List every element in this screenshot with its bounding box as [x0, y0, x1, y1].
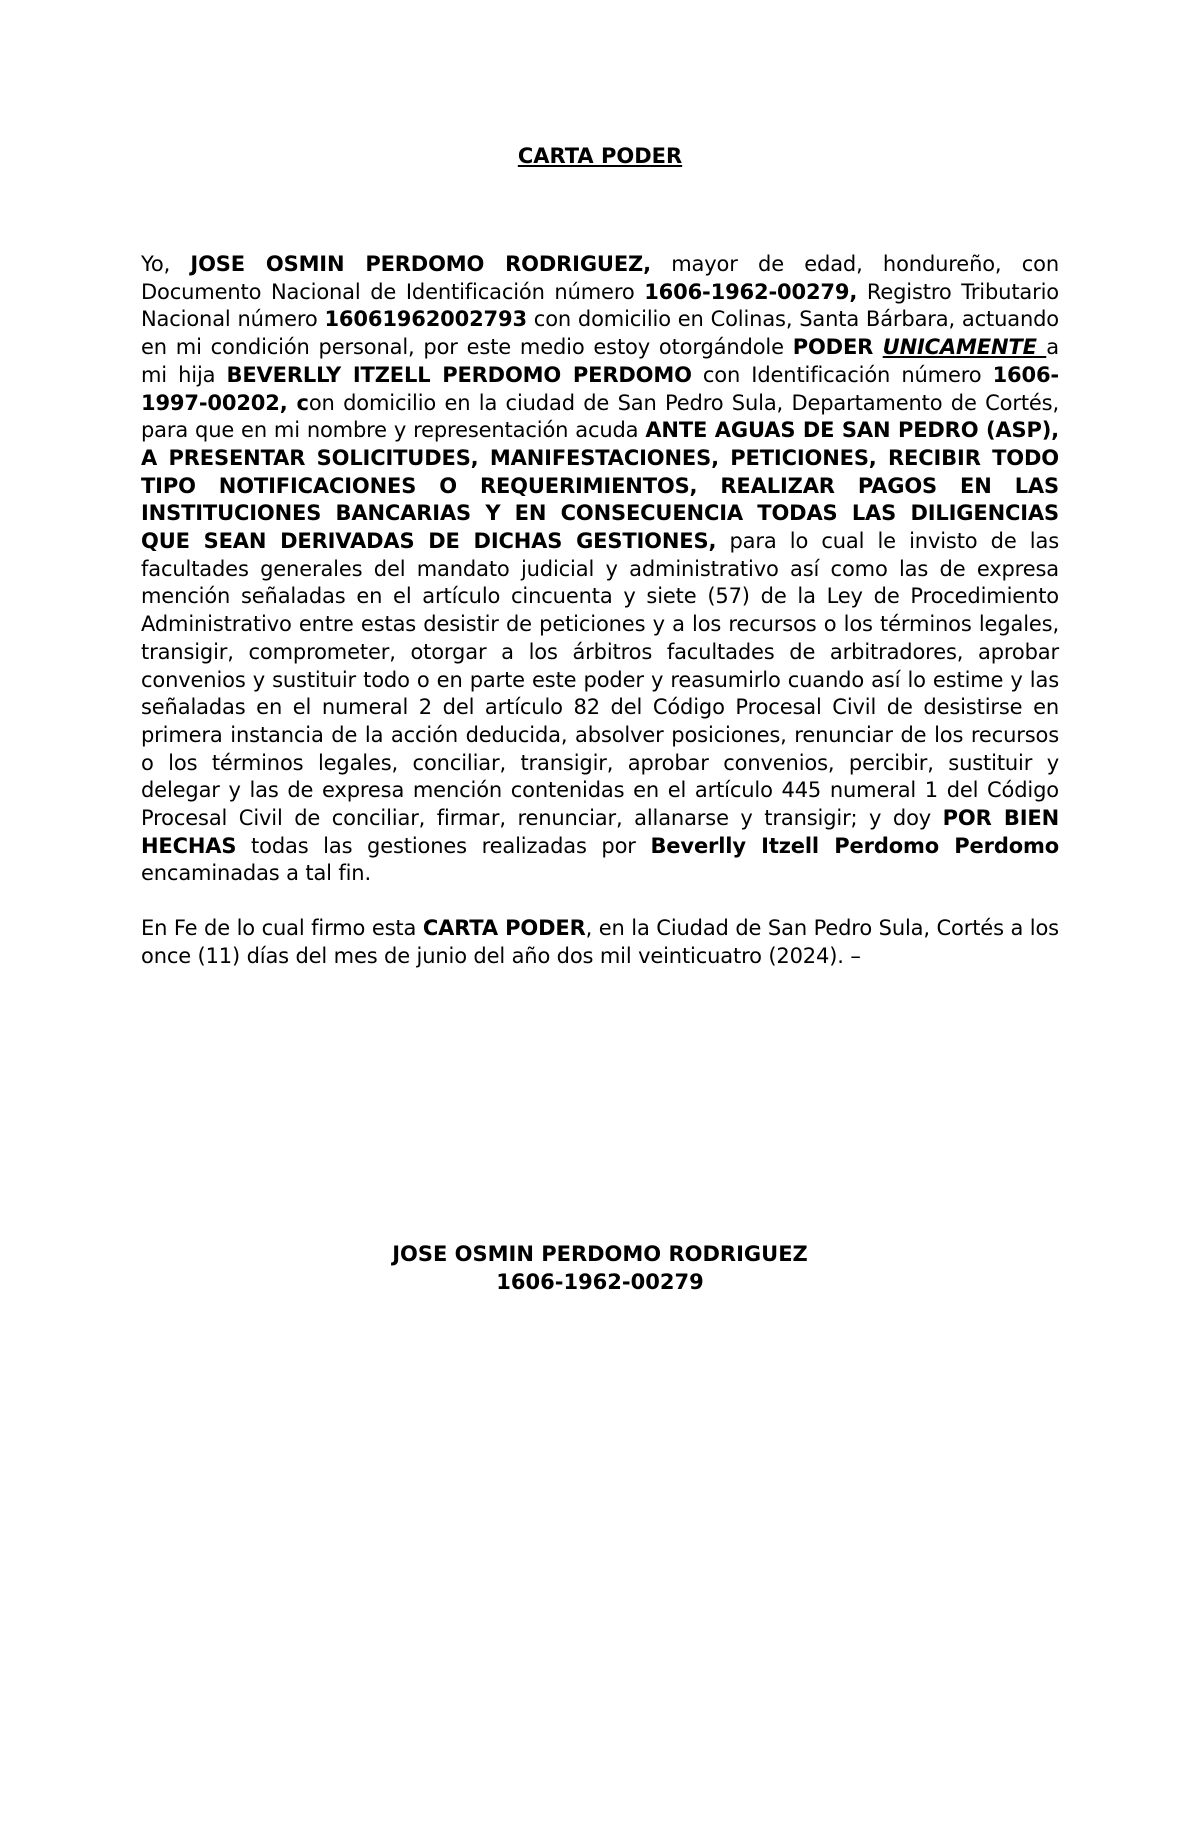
only-emphasis	[883, 335, 1047, 359]
ratification-label: POR BIEN HECHAS	[141, 806, 1059, 858]
grantee-name: BEVERLLY ITZELL PERDOMO PERDOMO	[226, 362, 692, 387]
paragraph-power-grant	[141, 251, 1059, 888]
document-body	[141, 251, 1059, 971]
power-label: PODER	[792, 335, 883, 360]
text-run: Yo,	[141, 252, 191, 276]
grantor-dni: 1606-1962-00279,	[644, 279, 858, 304]
text-run: mayor de edad, hondureño, con Documento Nacional de Identificación número	[141, 252, 1060, 304]
signature-block	[0, 1240, 1200, 1296]
signer-name: JOSE OSMIN PERDOMO RODRIGUEZ	[392, 1242, 808, 1266]
text-run: a mi hija	[141, 335, 1059, 387]
grantee-id: 1606-1997-00202, c	[141, 362, 1059, 415]
document-title: CARTA PODER	[517, 144, 683, 168]
only-emphasis-text: UNICAMENTE	[882, 335, 1047, 360]
text-run: En Fe de lo cual firmo esta	[141, 916, 423, 941]
text-run: on domicilio en la ciudad de San Pedro Sula, Departamento de Cortés, para que en mi nombre y representación acuda	[141, 390, 1059, 443]
grantee-name-closing: Beverlly Itzell Perdomo Perdomo	[650, 833, 1059, 858]
paragraph-closing	[141, 915, 1059, 970]
text-run: con Identificación número	[691, 362, 993, 387]
text-run: encaminadas a tal fin.	[141, 861, 371, 886]
text-run: todas las gestiones realizadas por	[236, 833, 651, 858]
text-run: Registro Tributario Nacional número	[141, 279, 1059, 332]
power-scope: ANTE AGUAS DE SAN PEDRO (ASP), A PRESENTAR SOLICITUDES, MANIFESTACIONES, PETICIONES, RECIBIR TODO TIPO NOTIFICACIONES O REQUERIMIENTOS, REALIZAR PAGOS EN LAS INSTITUCIONES BANCARIAS Y EN CONSECUENCIA TODAS LAS DILIGENCIAS QUE SEAN DERIVADAS DE DICHAS GESTIONES,	[141, 418, 1059, 554]
signer-id-number: 1606-1962-00279	[496, 1270, 704, 1294]
document-type-reference: CARTA PODER	[422, 916, 586, 941]
text-run: , en la Ciudad de San Pedro Sula, Cortés a los once (11) días del mes de junio del año dos mil veinticuatro (2024). –	[141, 916, 1059, 968]
grantor-rtn: 16061962002793	[324, 307, 527, 332]
text-run: para lo cual le invisto de las facultades generales del mandato judicial y administrativo así como las de expresa mención señaladas en el artículo cincuenta y siete (57) de la Ley de Procedimiento Administrativo entre estas desistir de peticiones y a los recursos o los términos legales, transigir, comprometer, otorgar a los árbitros facultades de arbitradores, aprobar convenios y sustituir todo o en parte este poder y reasumirlo cuando así lo estime y las señaladas en el numeral 2 del artículo 82 del Código Procesal Civil de desistirse en primera instancia de la acción deducida, absolver posiciones, renunciar de los recursos o los términos legales, conciliar, transigir, aprobar convenios, percibir, sustituir y delegar y las de expresa mención contenidas en el artículo 445 numeral 1 del Código Procesal Civil de conciliar, firmar, renunciar, allanarse y transigir; y doy	[141, 529, 1059, 831]
grantor-name: JOSE OSMIN PERDOMO RODRIGUEZ,	[190, 252, 651, 276]
text-run: con domicilio en Colinas, Santa Bárbara, actuando en mi condición personal, por este medio estoy otorgándole	[141, 307, 1059, 360]
